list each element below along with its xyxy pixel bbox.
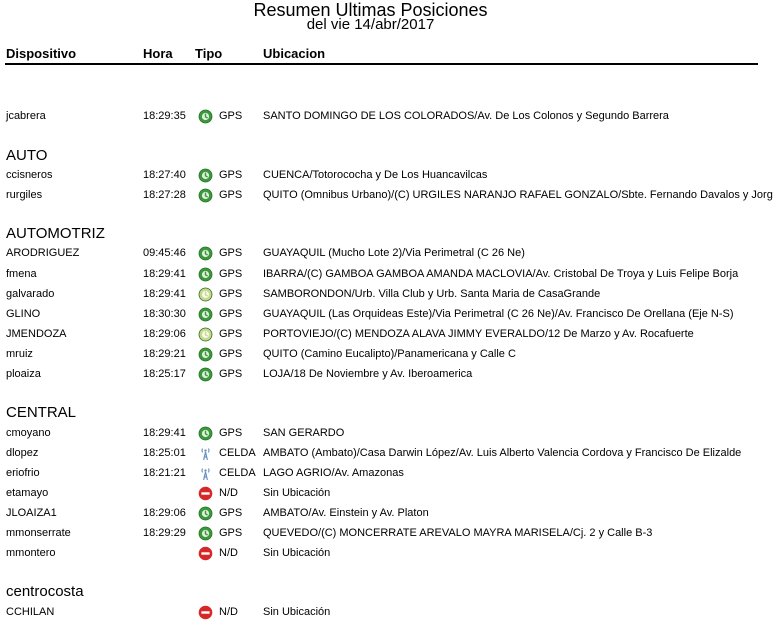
table-row [0,464,781,482]
type-cell: GPS [219,368,243,380]
location-cell: SAMBORONDON/Urb. Villa Club y Urb. Santa Maria de CasaGrande [263,288,601,300]
location-cell: QUITO (Omnibus Urbano)/(C) URGILES NARANJO RAFAEL GONZALO/Sbte. Fernando Davalos y Jorg [263,189,773,201]
type-cell: N/D [219,487,238,499]
time-cell: 18:27:28 [143,189,186,201]
report-subtitle: del vie 14/abr/2017 [306,16,435,33]
time-cell: 09:45:46 [143,247,186,259]
header-type: Tipo [195,46,223,61]
location-cell: CUENCA/Totorococha y De Los Huancavilcas [263,169,488,181]
gps-icon [198,526,213,541]
device-name: JMENDOZA [6,328,67,340]
table-row [0,603,781,621]
type-cell: GPS [219,308,243,320]
table-row [0,444,781,462]
time-cell: 18:29:06 [143,328,186,340]
table-row [0,524,781,542]
device-name: mmonserrate [6,527,71,539]
location-cell: GUAYAQUIL (Mucho Lote 2)/Via Perimetral (C 26 Ne) [263,247,525,259]
gps-icon [198,109,213,124]
type-cell: GPS [219,507,243,519]
table-row [0,484,781,502]
location-cell: SAN GERARDO [263,427,345,439]
header-location: Ubicacion [263,46,326,61]
table-row [0,186,781,204]
location-cell: QUITO (Camino Eucalipto)/Panamericana y Calle C [263,348,516,360]
type-cell: GPS [219,427,243,439]
type-cell: CELDA [219,467,256,479]
time-cell: 18:29:29 [143,527,186,539]
type-cell: GPS [219,110,243,122]
device-name: JLOAIZA1 [6,507,57,519]
group-header: centrocosta [6,583,84,600]
table-row [0,107,781,125]
location-cell: LAGO AGRIO/Av. Amazonas [263,467,404,479]
gps-dim-icon [198,327,213,342]
device-name: ccisneros [6,169,53,181]
type-cell: CELDA [219,447,256,459]
location-cell: Sin Ubicación [263,487,331,499]
no-data-icon [198,546,213,561]
gps-dim-icon [198,287,213,302]
type-cell: GPS [219,268,243,280]
location-cell: QUEVEDO/(C) MONCERRATE AREVALO MAYRA MARISELA/Cj. 2 y Calle B-3 [263,527,653,539]
report-title: Resumen Ultimas Posiciones [253,0,488,20]
table-row [0,504,781,522]
device-name: ploaiza [6,368,41,380]
time-cell: 18:21:21 [143,467,186,479]
type-cell: GPS [219,288,243,300]
table-row [0,285,781,303]
location-cell: SANTO DOMINGO DE LOS COLORADOS/Av. De Los Colonos y Segundo Barrera [263,110,669,122]
device-name: rurgiles [6,189,43,201]
gps-icon [198,168,213,183]
table-row [0,424,781,442]
location-cell: IBARRA/(C) GAMBOA GAMBOA AMANDA MACLOVIA/Av. Cristobal De Troya y Luis Felipe Borja [263,268,739,280]
time-cell: 18:29:21 [143,348,186,360]
time-cell: 18:25:17 [143,368,186,380]
location-cell: PORTOVIEJO/(C) MENDOZA ALAVA JIMMY EVERALDO/12 De Marzo y Av. Rocafuerte [263,328,694,340]
device-name: jcabrera [6,110,46,122]
table-row [0,244,781,262]
time-cell: 18:29:41 [143,288,186,300]
device-name: cmoyano [6,427,51,439]
type-cell: N/D [219,547,238,559]
table-row [0,345,781,363]
time-cell: 18:29:06 [143,507,186,519]
table-row [0,166,781,184]
gps-icon [198,307,213,322]
cell-tower-icon [198,446,213,461]
time-cell: 18:27:40 [143,169,186,181]
location-cell: Sin Ubicación [263,606,331,618]
table-row [0,365,781,383]
no-data-icon [198,605,213,620]
table-row [0,305,781,323]
device-name: dlopez [6,447,39,459]
group-header: CENTRAL [6,404,77,421]
device-name: fmena [6,268,37,280]
device-name: mmontero [6,547,56,559]
gps-icon [198,347,213,362]
type-cell: N/D [219,606,238,618]
group-header: AUTO [6,147,48,164]
time-cell: 18:29:35 [143,110,186,122]
gps-icon [198,246,213,261]
time-cell: 18:25:01 [143,447,186,459]
gps-icon [198,367,213,382]
device-name: ARODRIGUEZ [6,247,80,259]
cell-tower-icon [198,466,213,481]
header-divider [5,63,758,65]
device-name: CCHILAN [6,606,55,618]
type-cell: GPS [219,328,243,340]
location-cell: AMBATO/Av. Einstein y Av. Platon [263,507,429,519]
gps-icon [198,506,213,521]
time-cell: 18:29:41 [143,268,186,280]
location-cell: GUAYAQUIL (Las Orquideas Este)/Via Perimetral (C 26 Ne)/Av. Francisco De Orellana (Eje N-S) [263,308,734,320]
type-cell: GPS [219,348,243,360]
group-header: AUTOMOTRIZ [6,225,105,242]
location-cell: LOJA/18 De Noviembre y Av. Iberoamerica [263,368,473,380]
time-cell: 18:30:30 [143,308,186,320]
gps-icon [198,188,213,203]
table-row [0,325,781,343]
header-time: Hora [143,46,173,61]
device-name: GLINO [6,308,41,320]
type-cell: GPS [219,247,243,259]
device-name: mruiz [6,348,33,360]
header-device: Dispositivo [6,46,77,61]
type-cell: GPS [219,169,243,181]
device-name: eriofrio [6,467,40,479]
gps-icon [198,426,213,441]
device-name: galvarado [6,288,55,300]
device-name: etamayo [6,487,49,499]
gps-icon [198,267,213,282]
time-cell: 18:29:41 [143,427,186,439]
type-cell: GPS [219,189,243,201]
location-cell: AMBATO (Ambato)/Casa Darwin López/Av. Luis Alberto Valencia Cordova y Francisco De Elizalde [263,447,742,459]
location-cell: Sin Ubicación [263,547,331,559]
table-row [0,265,781,283]
table-row [0,544,781,562]
type-cell: GPS [219,527,243,539]
no-data-icon [198,486,213,501]
